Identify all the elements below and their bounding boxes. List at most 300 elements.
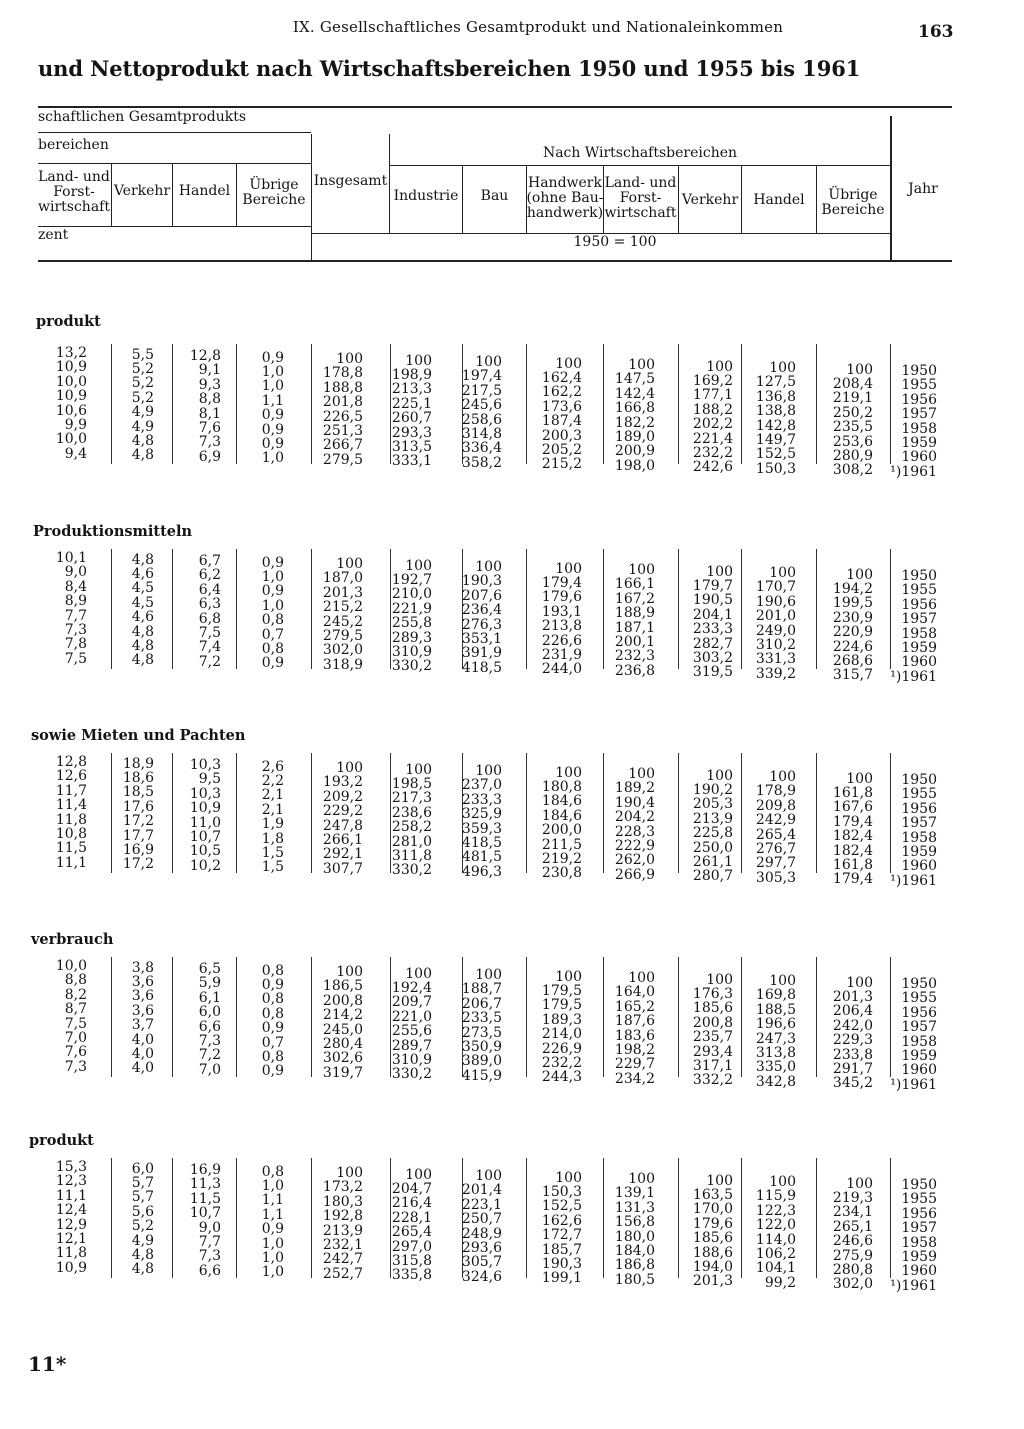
table-cell: 249,0: [755, 622, 796, 639]
table-cell: 100: [769, 360, 796, 376]
value-column: [171, 1163, 221, 1278]
table-cell: 0,8: [261, 991, 284, 1008]
table-cell: 169,8: [755, 987, 796, 1004]
table-cell: 313,8: [755, 1045, 796, 1062]
table-cell: 183,6: [614, 1027, 655, 1044]
table-cell: 100: [555, 968, 582, 985]
table-cell: 6,7: [198, 553, 221, 569]
table-cell: 4,9: [131, 404, 154, 421]
table-cell: 221,0: [391, 1008, 432, 1025]
table-cell: 156,8: [614, 1214, 655, 1231]
table-cell: 293,3: [391, 424, 432, 441]
table-cell: 232,2: [541, 1054, 582, 1071]
table-cell: 293,4: [692, 1043, 733, 1060]
table-cell: 190,3: [541, 1255, 582, 1272]
table-cell: 10,9: [189, 800, 221, 817]
table-cell: 1,5: [261, 859, 284, 876]
table-cell: 194,0: [692, 1258, 733, 1275]
table-cell: 188,9: [614, 605, 655, 622]
table-cell: 100: [405, 557, 432, 574]
year-cell: 1958: [901, 1033, 937, 1050]
table-cell: 4,8: [131, 637, 154, 654]
table-cell: 2,2: [261, 772, 284, 789]
value-column: [372, 559, 432, 674]
value-column: [736, 770, 796, 885]
table-cell: 308,2: [832, 462, 873, 479]
table-cell: 310,2: [755, 637, 796, 654]
table-cell: 100: [405, 965, 432, 982]
table-cell: 12,4: [55, 1202, 87, 1219]
table-cell: 7,2: [198, 1047, 221, 1064]
table-cell: 167,6: [832, 799, 873, 816]
year-cell: 1956: [901, 596, 937, 613]
table-cell: 305,7: [461, 1254, 502, 1271]
table-cell: 336,4: [461, 440, 502, 457]
table-cell: 252,7: [322, 1265, 363, 1282]
table-cell: 147,5: [614, 371, 655, 388]
table-cell: 205,2: [541, 441, 582, 458]
table-cell: 389,0: [461, 1053, 502, 1070]
value-column: [736, 566, 796, 681]
table-cell: 0,9: [261, 1221, 284, 1238]
table-cell: 0,8: [261, 640, 284, 657]
table-cell: 0,8: [261, 1048, 284, 1065]
table-cell: 10,2: [189, 857, 221, 874]
table-cell: 7,7: [64, 607, 87, 624]
table-cell: 200,0: [541, 822, 582, 839]
header-rule: [38, 226, 311, 227]
table-cell: 9,0: [198, 1219, 221, 1236]
table-cell: 253,6: [832, 433, 873, 450]
year-cell: 1958: [901, 1234, 937, 1251]
table-cell: 9,4: [64, 445, 87, 462]
table-cell: 100: [555, 1169, 582, 1186]
table-cell: 4,0: [131, 1045, 154, 1062]
table-cell: 100: [336, 1165, 363, 1181]
column-rule: [236, 549, 237, 669]
table-cell: 4,8: [131, 623, 154, 640]
table-cell: 188,5: [755, 1001, 796, 1018]
table-cell: 100: [628, 970, 655, 986]
value-column: [244, 351, 284, 466]
table-cell: 313,5: [391, 438, 432, 455]
table-cell: 6,3: [198, 596, 221, 613]
table-cell: 1,0: [261, 597, 284, 614]
table-cell: 138,8: [755, 403, 796, 420]
table-cell: 317,1: [692, 1057, 733, 1074]
value-column: [522, 970, 582, 1085]
header-label-unit: zent: [38, 227, 69, 243]
table-cell: 100: [628, 766, 655, 782]
year-column: [877, 773, 937, 888]
table-cell: 201,3: [832, 988, 873, 1005]
table-cell: 496,3: [461, 863, 502, 880]
table-cell: 1,0: [261, 363, 284, 380]
table-cell: 305,3: [755, 869, 796, 886]
year-cell: 1959: [901, 1048, 937, 1065]
table-cell: 2,1: [261, 801, 284, 818]
table-cell: 3,8: [131, 959, 154, 976]
section-title: verbrauch: [31, 931, 114, 948]
table-cell: 225,1: [391, 395, 432, 412]
value-column: [673, 973, 733, 1088]
table-cell: 6,9: [198, 448, 221, 465]
table-cell: 214,0: [541, 1026, 582, 1043]
header-top-rule: [38, 106, 952, 108]
table-cell: 7,5: [64, 650, 87, 667]
table-cell: 1,5: [261, 844, 284, 861]
table-cell: 0,9: [261, 554, 284, 571]
table-cell: 161,8: [832, 856, 873, 873]
table-cell: 104,1: [755, 1260, 796, 1277]
value-column: [104, 961, 154, 1076]
table-cell: 6,1: [198, 989, 221, 1006]
table-cell: 179,7: [692, 577, 733, 594]
table-cell: 192,7: [391, 571, 432, 588]
table-cell: 208,4: [832, 375, 873, 392]
table-cell: 100: [475, 763, 502, 779]
table-cell: 339,2: [755, 665, 796, 682]
table-cell: 194,2: [832, 580, 873, 597]
table-cell: 8,4: [64, 578, 87, 595]
table-cell: 100: [769, 769, 796, 785]
table-cell: 198,0: [614, 457, 655, 474]
column-header-bau: Bau: [480, 188, 509, 204]
table-cell: 0,9: [261, 435, 284, 452]
table-cell: 173,6: [541, 398, 582, 415]
column-rule: [236, 1158, 237, 1278]
table-cell: 3,6: [131, 1002, 154, 1019]
column-rule: [236, 957, 237, 1077]
table-cell: 100: [405, 761, 432, 778]
table-cell: 10,0: [55, 373, 87, 390]
value-column: [522, 562, 582, 677]
table-cell: 17,2: [122, 813, 154, 830]
table-cell: 6,6: [198, 1018, 221, 1035]
column-header-handwerk: Handwerk (ohne Bau- handwerk): [526, 175, 604, 221]
table-cell: 198,2: [614, 1042, 655, 1059]
table-cell: 100: [769, 565, 796, 581]
table-cell: 100: [628, 562, 655, 578]
value-column: [595, 767, 655, 882]
table-cell: 188,2: [692, 401, 733, 418]
table-cell: 100: [706, 767, 733, 784]
table-cell: 0,9: [261, 583, 284, 600]
table-cell: 190,2: [692, 781, 733, 798]
table-cell: 9,0: [64, 564, 87, 581]
year-cell: 1957: [901, 815, 937, 832]
table-cell: 4,8: [131, 551, 154, 568]
year-column: [877, 364, 937, 479]
header-label-sub: bereichen: [38, 137, 109, 153]
table-cell: 335,8: [391, 1267, 432, 1284]
table-cell: 100: [846, 566, 873, 583]
table-cell: 293,6: [461, 1240, 502, 1257]
table-cell: 273,5: [461, 1024, 502, 1041]
table-cell: 291,7: [832, 1060, 873, 1077]
value-column: [244, 760, 284, 875]
table-cell: 162,2: [541, 384, 582, 401]
table-cell: 1,0: [261, 378, 284, 395]
table-cell: 12,8: [55, 754, 87, 770]
table-cell: 266,1: [322, 832, 363, 849]
table-cell: 11,8: [55, 811, 87, 828]
table-cell: 233,3: [461, 791, 502, 808]
table-cell: 228,3: [614, 823, 655, 840]
table-cell: 236,4: [461, 602, 502, 619]
table-cell: 225,8: [692, 825, 733, 842]
table-cell: 481,5: [461, 849, 502, 866]
table-cell: 182,2: [614, 414, 655, 431]
table-cell: 1,0: [261, 1177, 284, 1194]
column-header-uebrige: Übrige Bereiche: [242, 177, 306, 208]
table-cell: 6,0: [131, 1160, 154, 1177]
table-cell: 3,6: [131, 973, 154, 990]
table-cell: 11,5: [189, 1190, 221, 1207]
table-cell: 221,4: [692, 430, 733, 447]
table-cell: 190,6: [755, 593, 796, 610]
signature-mark: 11*: [28, 1352, 67, 1376]
table-cell: 0,8: [261, 1005, 284, 1022]
table-cell: 215,2: [322, 599, 363, 616]
table-cell: 106,2: [755, 1246, 796, 1263]
table-cell: 7,6: [198, 420, 221, 437]
index-base-label: 1950 = 100: [573, 234, 657, 250]
year-cell: 1959: [901, 640, 937, 657]
value-column: [27, 755, 87, 870]
table-cell: 200,3: [541, 427, 582, 444]
table-cell: 2,1: [261, 787, 284, 804]
table-cell: 1,0: [261, 1264, 284, 1281]
table-cell: 17,2: [122, 856, 154, 873]
table-cell: 169,2: [692, 372, 733, 389]
table-cell: 7,3: [198, 1033, 221, 1050]
value-column: [104, 553, 154, 668]
table-cell: 204,7: [391, 1180, 432, 1197]
table-cell: 12,3: [55, 1173, 87, 1190]
table-cell: 189,3: [541, 1011, 582, 1028]
table-cell: 8,7: [64, 1001, 87, 1018]
table-cell: 325,9: [461, 806, 502, 823]
table-cell: 122,3: [755, 1202, 796, 1219]
table-cell: 170,7: [755, 579, 796, 596]
column-rule: [236, 344, 237, 464]
table-cell: 10,6: [55, 402, 87, 419]
table-cell: 7,3: [64, 1058, 87, 1075]
table-cell: 216,4: [391, 1195, 432, 1212]
table-cell: 4,8: [131, 652, 154, 669]
table-cell: 184,0: [614, 1243, 655, 1260]
table-cell: 292,1: [322, 846, 363, 863]
table-cell: 188,6: [692, 1244, 733, 1261]
table-cell: 7,3: [64, 622, 87, 639]
table-cell: 5,2: [131, 389, 154, 406]
year-cell: 1960: [901, 1263, 937, 1280]
table-cell: 18,5: [122, 784, 154, 801]
table-cell: 17,6: [122, 798, 154, 815]
year-cell: 1959: [901, 1249, 937, 1266]
table-cell: 4,6: [131, 565, 154, 582]
year-cell: ¹)1961: [890, 1277, 937, 1294]
table-cell: 166,8: [614, 400, 655, 417]
table-cell: 237,0: [461, 777, 502, 794]
table-cell: 335,0: [755, 1059, 796, 1076]
page-title: und Nettoprodukt nach Wirtschaftsbereichen 1950 und 1955 bis 1961: [38, 56, 861, 81]
table-cell: 179,4: [832, 871, 873, 888]
table-cell: 162,6: [541, 1212, 582, 1229]
table-cell: 233,8: [832, 1046, 873, 1063]
table-cell: 221,9: [391, 600, 432, 617]
table-cell: 8,1: [198, 405, 221, 422]
table-cell: 6,5: [198, 961, 221, 977]
table-cell: 11,4: [55, 797, 87, 814]
table-cell: 0,7: [261, 1034, 284, 1051]
table-cell: 6,4: [198, 581, 221, 598]
table-cell: 1,0: [261, 1235, 284, 1252]
table-cell: 213,9: [322, 1222, 363, 1239]
table-cell: 12,1: [55, 1231, 87, 1248]
year-cell: 1957: [901, 406, 937, 423]
table-cell: 231,9: [541, 646, 582, 663]
year-column: [877, 569, 937, 684]
year-cell: 1955: [901, 1191, 937, 1208]
table-cell: 182,4: [832, 842, 873, 859]
value-column: [27, 346, 87, 461]
table-cell: 265,1: [832, 1218, 873, 1235]
value-column: [372, 763, 432, 878]
table-cell: 230,9: [832, 609, 873, 626]
value-column: [171, 758, 221, 873]
table-cell: 280,7: [692, 868, 733, 885]
table-cell: 1,9: [261, 816, 284, 833]
table-cell: 11,1: [55, 1187, 87, 1204]
table-cell: 11,5: [55, 840, 87, 857]
table-cell: 10,9: [55, 388, 87, 405]
table-cell: 3,7: [131, 1017, 154, 1034]
table-cell: 333,1: [391, 453, 432, 470]
table-cell: 6,8: [198, 610, 221, 627]
table-cell: 235,5: [832, 419, 873, 436]
table-cell: 7,5: [198, 625, 221, 642]
value-column: [813, 568, 873, 683]
value-column: [104, 1162, 154, 1277]
table-cell: 100: [405, 1166, 432, 1183]
year-cell: 1960: [901, 1062, 937, 1079]
table-cell: 179,6: [541, 589, 582, 606]
table-cell: 187,6: [614, 1013, 655, 1030]
table-cell: 258,2: [391, 819, 432, 836]
value-column: [673, 1174, 733, 1289]
table-cell: 345,2: [832, 1075, 873, 1092]
table-cell: 10,9: [55, 1259, 87, 1276]
table-cell: 196,6: [755, 1016, 796, 1033]
column-header-insgesamt: Insgesamt: [313, 173, 388, 189]
year-cell: 1955: [901, 990, 937, 1007]
table-cell: 318,9: [322, 656, 363, 673]
table-cell: 315,8: [391, 1252, 432, 1269]
table-cell: 330,2: [391, 658, 432, 675]
table-cell: 223,1: [461, 1196, 502, 1213]
column-header-land2: Land- und Forst- wirtschaft: [604, 175, 677, 221]
table-cell: 100: [475, 354, 502, 370]
column-rule: [236, 753, 237, 873]
table-cell: 165,2: [614, 998, 655, 1015]
value-column: [736, 1175, 796, 1290]
table-cell: 210,0: [391, 586, 432, 603]
table-cell: 100: [769, 973, 796, 989]
table-cell: 193,2: [322, 774, 363, 791]
table-cell: 391,9: [461, 645, 502, 662]
table-cell: 246,6: [832, 1233, 873, 1250]
value-column: [244, 1165, 284, 1280]
table-cell: 8,8: [64, 972, 87, 989]
table-cell: 0,7: [261, 626, 284, 643]
running-head: IX. Gesellschaftliches Gesamtprodukt und Nationaleinkommen: [292, 18, 784, 36]
table-cell: 310,9: [391, 1051, 432, 1068]
table-cell: 204,2: [614, 809, 655, 826]
table-cell: 178,9: [755, 783, 796, 800]
year-cell: 1960: [901, 654, 937, 671]
table-cell: 179,5: [541, 982, 582, 999]
value-column: [303, 1166, 363, 1281]
table-cell: 250,0: [692, 839, 733, 856]
header-rule: [390, 165, 890, 166]
table-cell: 3,6: [131, 988, 154, 1005]
table-cell: 180,8: [541, 778, 582, 795]
table-cell: 289,7: [391, 1037, 432, 1054]
year-cell: ¹)1961: [890, 668, 937, 685]
table-cell: 217,5: [461, 382, 502, 399]
table-cell: 100: [336, 964, 363, 980]
column-header-handel2: Handel: [753, 192, 805, 208]
table-cell: 247,3: [755, 1030, 796, 1047]
table-cell: 15,3: [55, 1159, 87, 1175]
table-cell: 100: [846, 1175, 873, 1192]
table-cell: 310,9: [391, 643, 432, 660]
year-cell: 1958: [901, 625, 937, 642]
table-cell: 214,2: [322, 1007, 363, 1024]
table-cell: 100: [706, 971, 733, 988]
table-cell: 100: [846, 770, 873, 787]
table-cell: 266,7: [322, 437, 363, 454]
table-cell: 232,2: [692, 444, 733, 461]
table-cell: 0,9: [261, 407, 284, 424]
table-cell: 213,8: [541, 618, 582, 635]
year-cell: 1955: [901, 582, 937, 599]
table-cell: 11,8: [55, 1245, 87, 1262]
table-cell: 185,7: [541, 1241, 582, 1258]
column-header-verkehr2: Verkehr: [681, 192, 739, 208]
value-column: [595, 563, 655, 678]
table-cell: 7,3: [198, 1248, 221, 1265]
table-cell: 192,4: [391, 979, 432, 996]
value-column: [303, 761, 363, 876]
table-cell: 280,9: [832, 447, 873, 464]
table-cell: 10,7: [189, 829, 221, 846]
table-cell: 7,7: [198, 1234, 221, 1251]
table-cell: 302,6: [322, 1050, 363, 1067]
table-cell: 5,7: [131, 1174, 154, 1191]
table-cell: 201,8: [322, 394, 363, 411]
table-cell: 234,2: [614, 1070, 655, 1087]
year-cell: 1960: [901, 858, 937, 875]
table-cell: 100: [555, 764, 582, 781]
table-cell: 1,1: [261, 1206, 284, 1223]
value-column: [813, 363, 873, 478]
table-cell: 179,6: [692, 1215, 733, 1232]
table-cell: 280,8: [832, 1261, 873, 1278]
table-cell: 162,4: [541, 369, 582, 386]
